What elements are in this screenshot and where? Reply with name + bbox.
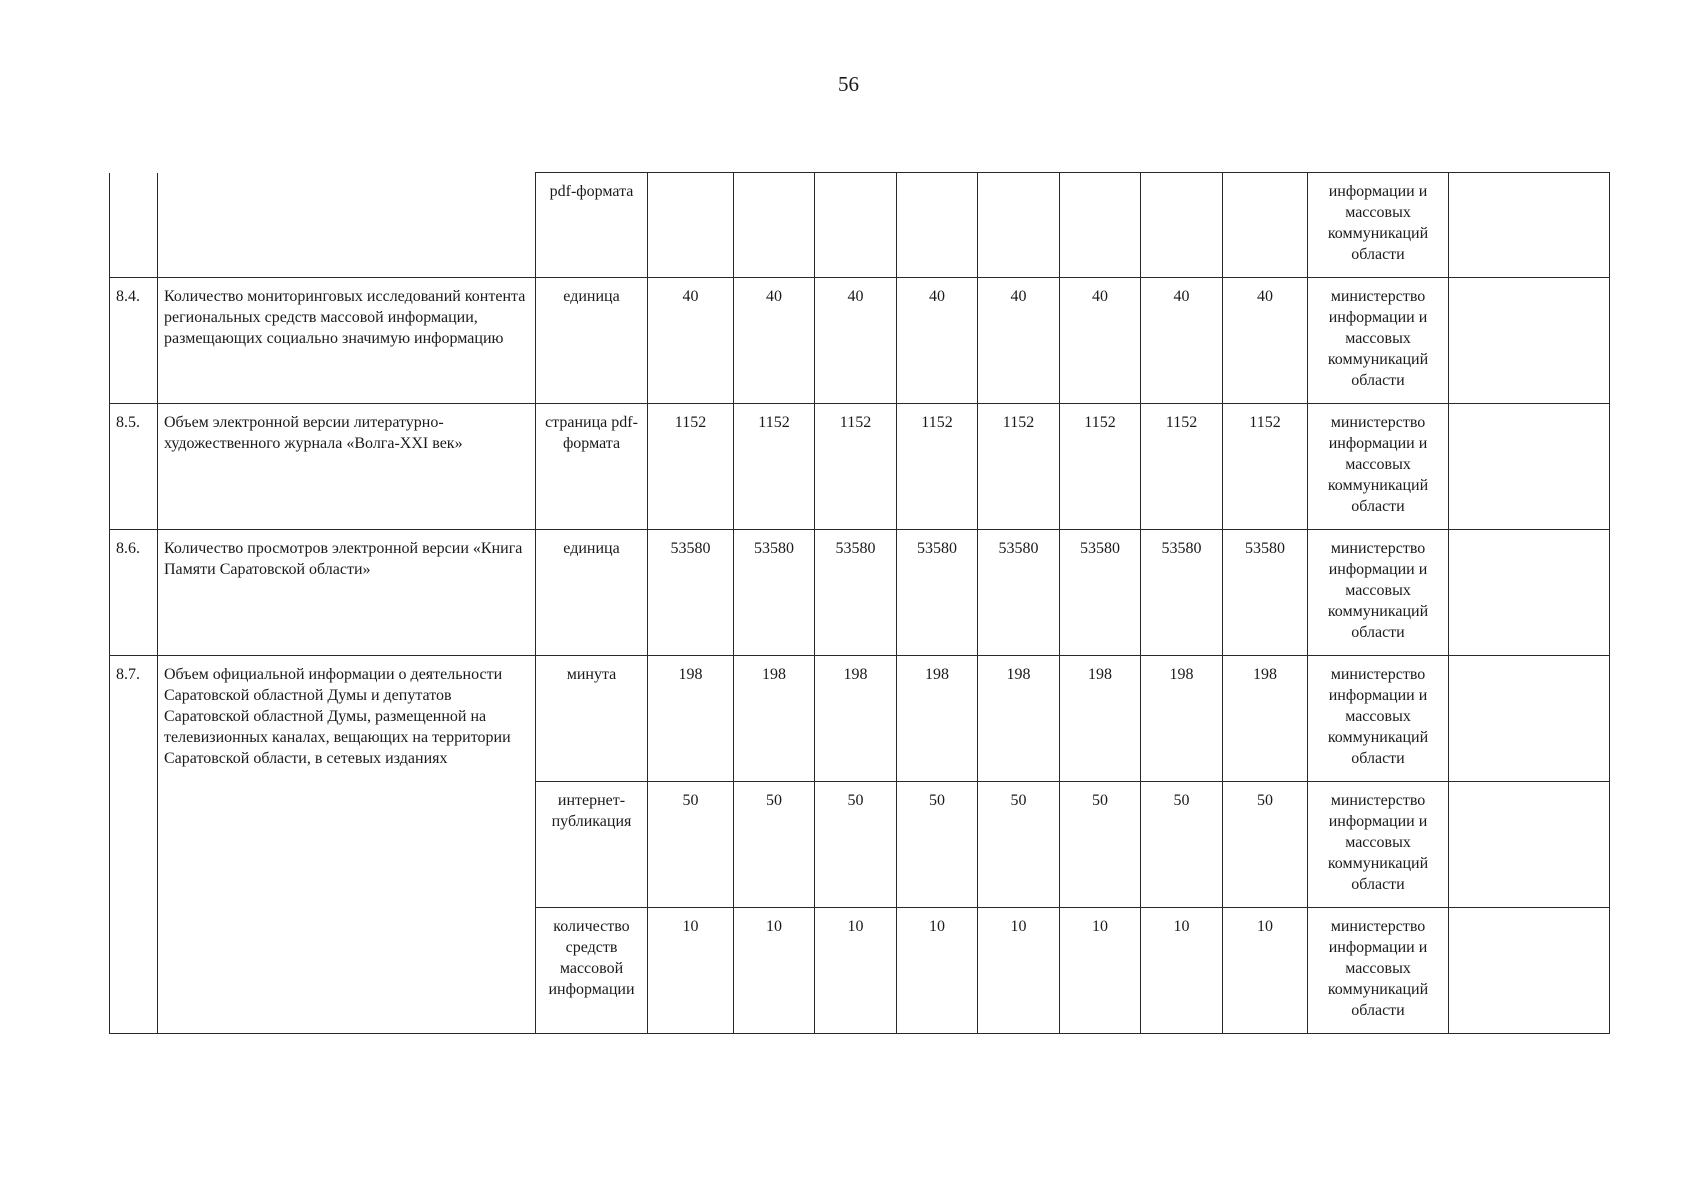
value-cell: 40: [734, 278, 815, 404]
value-cell: 1152: [734, 404, 815, 530]
value-cell: 50: [648, 782, 734, 908]
responsible-cell: министерство информации и массовых коммуникаций области: [1308, 278, 1449, 404]
responsible-cell: министерство информации и массовых коммуникаций области: [1308, 404, 1449, 530]
note-cell: [1449, 908, 1610, 1034]
value-cell: 1152: [1223, 404, 1308, 530]
value-cell: [1141, 173, 1223, 278]
row-number: 8.6.: [110, 530, 158, 656]
table-row: [110, 278, 1610, 404]
value-cell: 10: [978, 908, 1060, 1034]
value-cell: 50: [1141, 782, 1223, 908]
value-cell: 198: [1060, 656, 1141, 782]
indicator-name: [158, 173, 536, 278]
value-cell: 53580: [734, 530, 815, 656]
note-cell: [1449, 278, 1610, 404]
indicator-name: Количество мониторинговых исследований контента региональных средств массовой информации, размещающих социально значимую информацию: [158, 278, 536, 404]
value-cell: 10: [648, 908, 734, 1034]
value-cell: [734, 173, 815, 278]
value-cell: 198: [648, 656, 734, 782]
unit-cell: единица: [536, 530, 648, 656]
page-number: 56: [838, 72, 859, 96]
responsible-cell: министерство информации и массовых коммуникаций области: [1308, 782, 1449, 908]
value-cell: 198: [734, 656, 815, 782]
value-cell: 10: [1141, 908, 1223, 1034]
value-cell: 50: [978, 782, 1060, 908]
unit-cell: интернет-публикация: [536, 782, 648, 908]
value-cell: [648, 173, 734, 278]
table-row: [110, 656, 1610, 782]
value-cell: [897, 173, 978, 278]
value-cell: 198: [1223, 656, 1308, 782]
value-cell: 1152: [648, 404, 734, 530]
value-cell: 50: [1060, 782, 1141, 908]
value-cell: 53580: [648, 530, 734, 656]
value-cell: 53580: [1060, 530, 1141, 656]
value-cell: 50: [1223, 782, 1308, 908]
value-cell: [815, 173, 897, 278]
value-cell: 10: [1223, 908, 1308, 1034]
table-row: [110, 173, 1610, 278]
responsible-cell: министерство информации и массовых коммуникаций области: [1308, 656, 1449, 782]
responsible-cell: информации и массовых коммуникаций области: [1308, 173, 1449, 278]
value-cell: 198: [978, 656, 1060, 782]
value-cell: 53580: [897, 530, 978, 656]
table-row: [110, 404, 1610, 530]
value-cell: 40: [1060, 278, 1141, 404]
value-cell: 53580: [815, 530, 897, 656]
value-cell: 198: [897, 656, 978, 782]
value-cell: 50: [815, 782, 897, 908]
unit-cell: минута: [536, 656, 648, 782]
value-cell: 1152: [1141, 404, 1223, 530]
row-number: 8.7.: [110, 656, 158, 1034]
responsible-cell: министерство информации и массовых коммуникаций области: [1308, 530, 1449, 656]
row-number: [110, 173, 158, 278]
value-cell: 53580: [978, 530, 1060, 656]
unit-cell: pdf-формата: [536, 173, 648, 278]
note-cell: [1449, 782, 1610, 908]
indicator-name: Объем электронной версии литературно-художественного журнала «Волга-XXI век»: [158, 404, 536, 530]
value-cell: [1223, 173, 1308, 278]
unit-cell: единица: [536, 278, 648, 404]
value-cell: 10: [897, 908, 978, 1034]
value-cell: 1152: [1060, 404, 1141, 530]
row-number: 8.5.: [110, 404, 158, 530]
responsible-cell: министерство информации и массовых коммуникаций области: [1308, 908, 1449, 1034]
value-cell: 1152: [978, 404, 1060, 530]
indicator-name: Объем официальной информации о деятельности Саратовской областной Думы и депутатов Саратовской областной Думы, размещенной на телевизионных каналах, вещающих на территории Саратовской области, в сетевых изданиях: [158, 656, 536, 1034]
table-row: [110, 530, 1610, 656]
value-cell: 53580: [1141, 530, 1223, 656]
value-cell: 50: [734, 782, 815, 908]
indicator-name: Количество просмотров электронной версии «Книга Памяти Саратовской области»: [158, 530, 536, 656]
value-cell: 40: [648, 278, 734, 404]
value-cell: 40: [897, 278, 978, 404]
unit-cell: страница pdf-формата: [536, 404, 648, 530]
value-cell: 53580: [1223, 530, 1308, 656]
value-cell: 198: [1141, 656, 1223, 782]
note-cell: [1449, 530, 1610, 656]
value-cell: 40: [815, 278, 897, 404]
note-cell: [1449, 404, 1610, 530]
value-cell: 10: [1060, 908, 1141, 1034]
note-cell: [1449, 656, 1610, 782]
value-cell: 50: [897, 782, 978, 908]
value-cell: 10: [815, 908, 897, 1034]
value-cell: [978, 173, 1060, 278]
note-cell: [1449, 173, 1610, 278]
row-number: 8.4.: [110, 278, 158, 404]
unit-cell: количество средств массовой информации: [536, 908, 648, 1034]
value-cell: 1152: [815, 404, 897, 530]
value-cell: 40: [1141, 278, 1223, 404]
value-cell: 10: [734, 908, 815, 1034]
value-cell: 40: [978, 278, 1060, 404]
value-cell: 40: [1223, 278, 1308, 404]
value-cell: 198: [815, 656, 897, 782]
indicators-table: [109, 172, 1610, 1034]
value-cell: 1152: [897, 404, 978, 530]
value-cell: [1060, 173, 1141, 278]
